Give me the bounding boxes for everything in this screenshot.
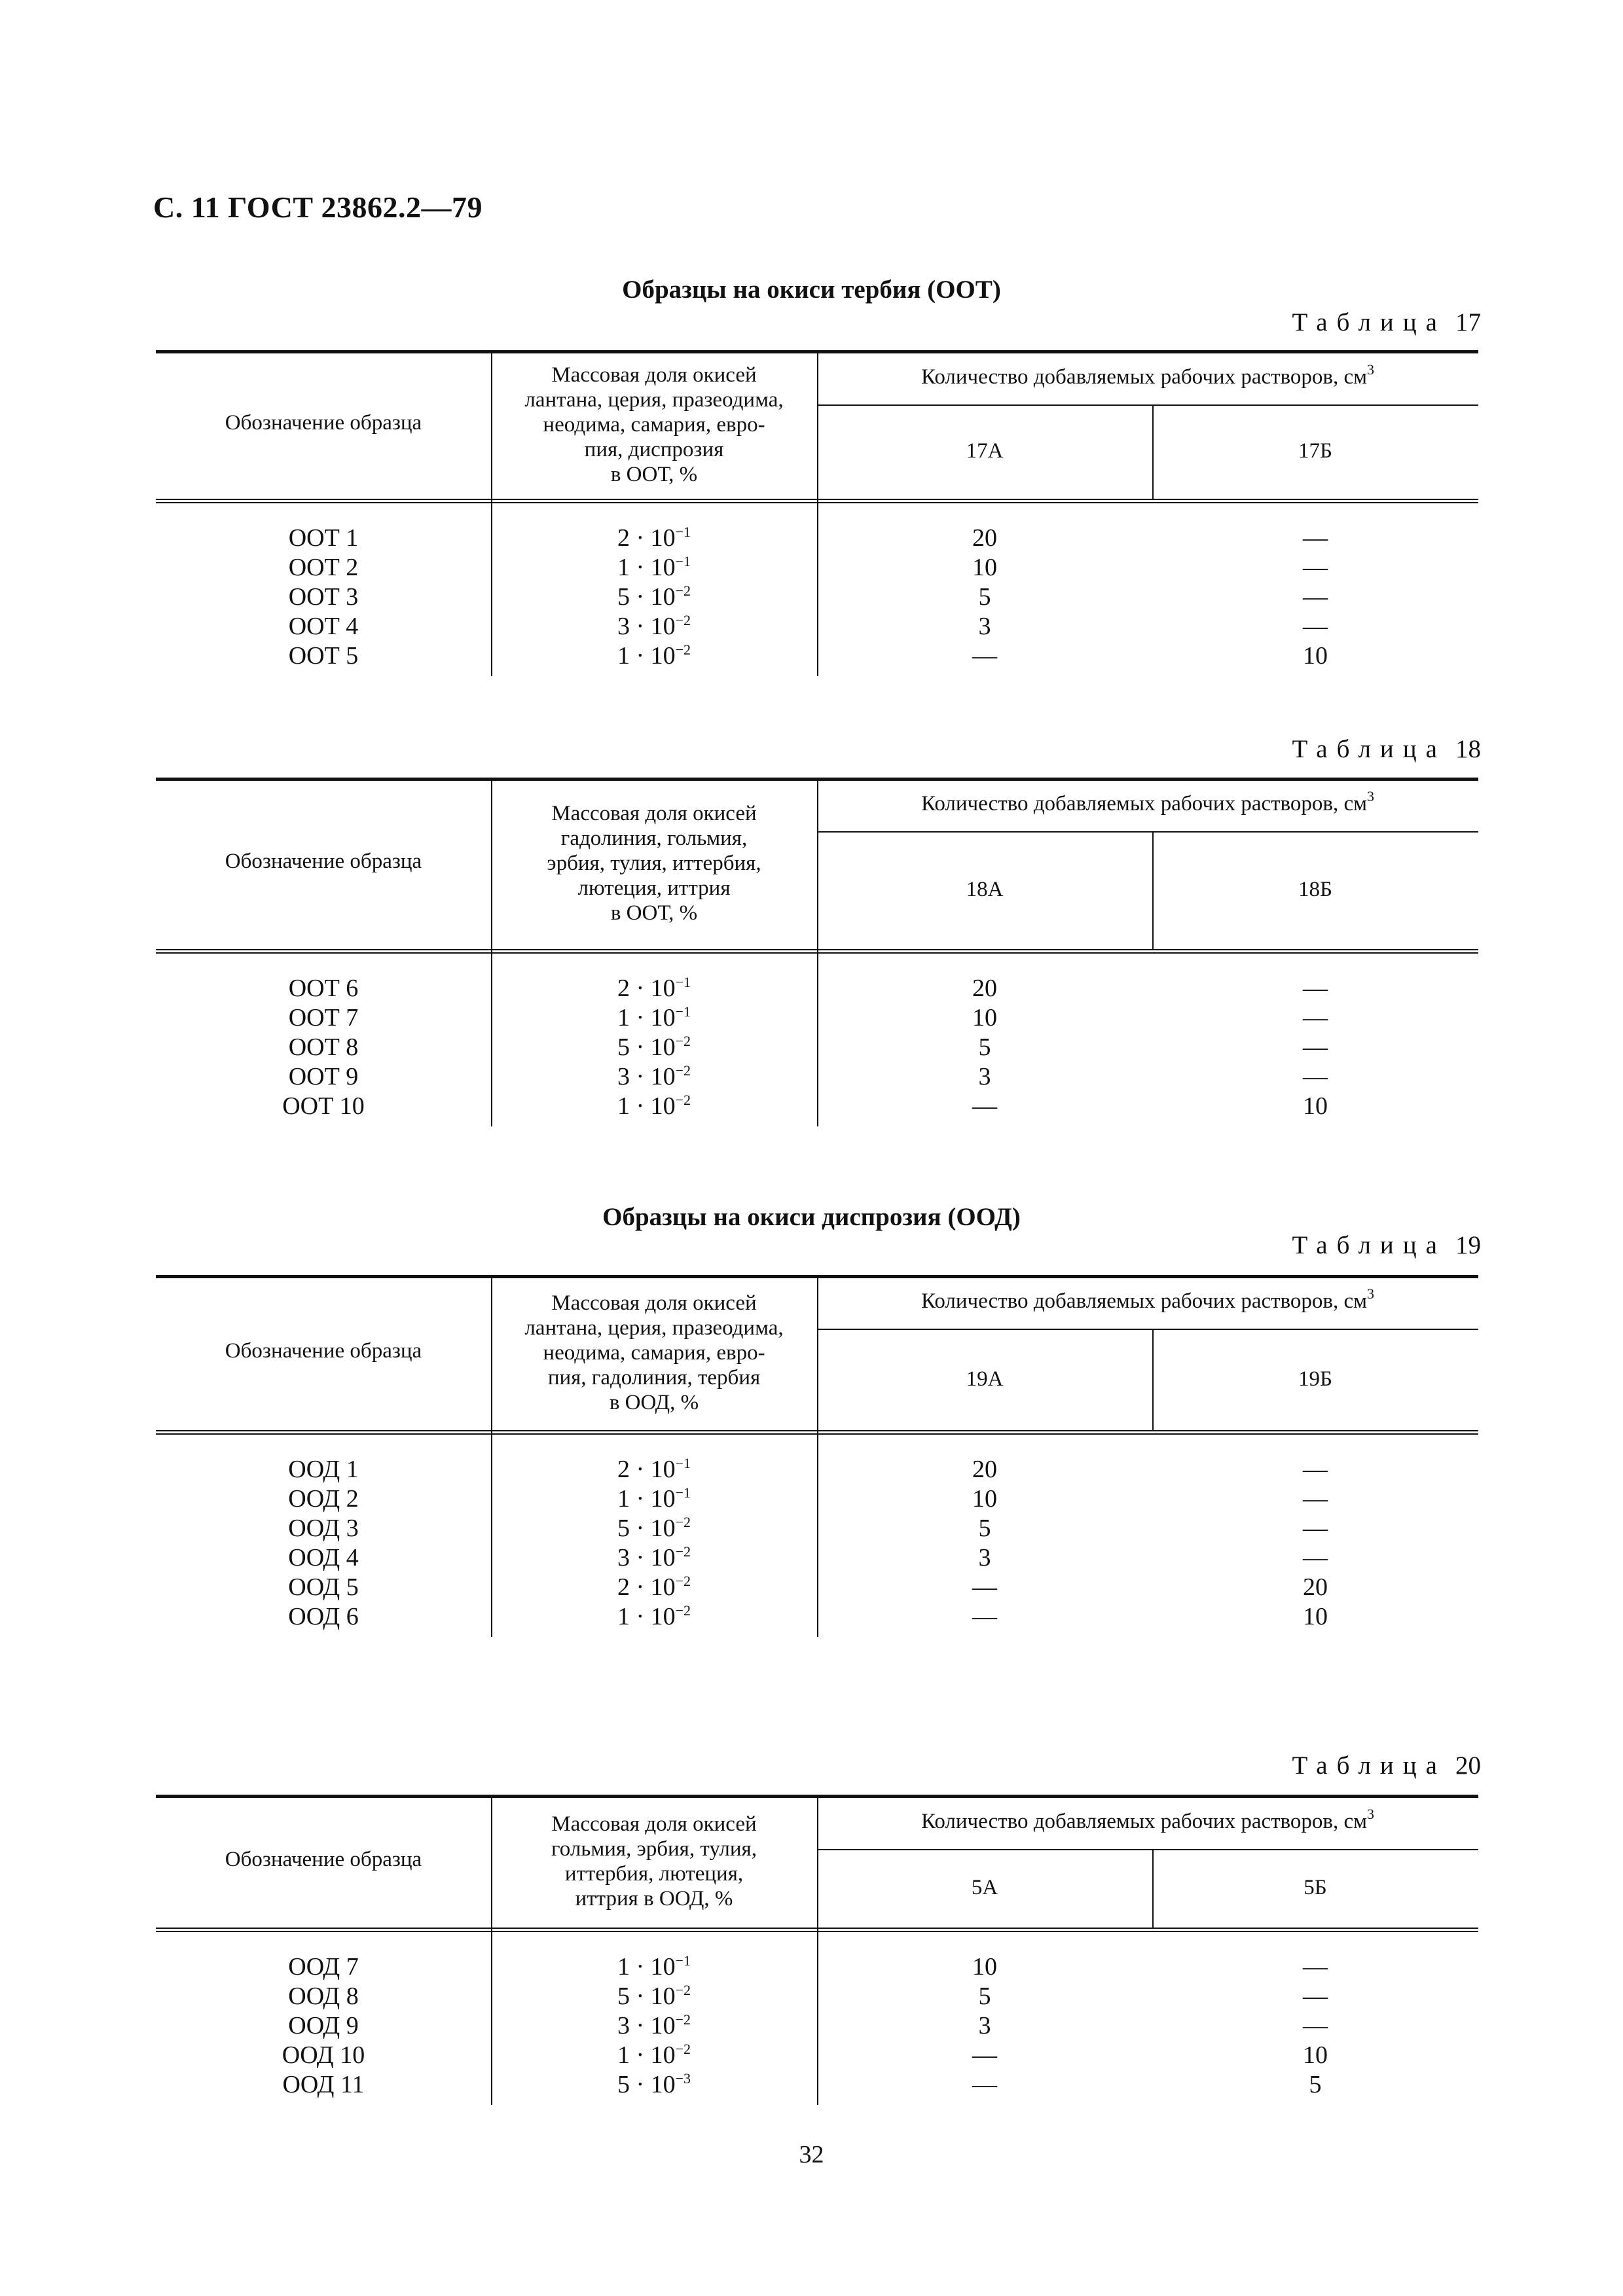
- value-exponent: −2: [675, 1982, 691, 1998]
- table-cell-sample-name: ООТ 4: [288, 613, 359, 640]
- table-cell-solution-a: 3: [978, 1063, 991, 1090]
- value-exponent: −2: [675, 1602, 691, 1619]
- subcolumn-header: 18А: [966, 878, 1004, 901]
- value-exponent: −2: [675, 612, 691, 628]
- group-header-superscript: 3: [1367, 361, 1375, 378]
- table-cell-mass-fraction: [491, 1952, 817, 1982]
- group-header-superscript: 3: [1367, 1805, 1375, 1822]
- table-cell-solution-b: —: [1303, 1456, 1328, 1483]
- value-mantissa: 3 · 10: [617, 1544, 676, 1571]
- table-cell-mass-fraction: [491, 1003, 817, 1033]
- value-mantissa: 5 · 10: [617, 1515, 676, 1542]
- section-title-dysprosium: Образцы на окиси диспрозия (ООД): [602, 1203, 1021, 1231]
- table-cell-sample-name: ООТ 3: [288, 583, 359, 611]
- table-cell-solution-a: 5: [978, 1982, 991, 2010]
- group-header-superscript: 3: [1367, 1285, 1375, 1302]
- column-header-line: в ООТ, %: [610, 462, 698, 486]
- column-header-line: лантана, церия, празеодима,: [524, 387, 784, 412]
- page-number: 32: [799, 2141, 824, 2168]
- column-header-line: пия, гадолиния, тербия: [547, 1365, 761, 1390]
- table-cell-mass-fraction: [491, 1514, 817, 1543]
- table-label-word: Таблица: [1292, 308, 1446, 336]
- subcolumn-header: 18Б: [1298, 878, 1332, 901]
- value-exponent: −2: [675, 641, 691, 658]
- table-cell-solution-b: 10: [1303, 1092, 1328, 1120]
- column-header-line: в ООТ, %: [610, 901, 698, 925]
- table-cell-solution-b: —: [1303, 613, 1328, 640]
- value-exponent: −1: [675, 1484, 691, 1501]
- table-cell-sample-name: ООД 11: [282, 2071, 365, 2098]
- value-mantissa: 2 · 10: [617, 1456, 676, 1483]
- value-exponent: −1: [675, 524, 691, 540]
- table-cell-sample-name: ООТ 5: [288, 642, 359, 670]
- table-cell-mass-fraction: [491, 1455, 817, 1484]
- value-mantissa: 1 · 10: [617, 1092, 676, 1120]
- value-exponent: −2: [675, 1062, 691, 1079]
- column-header-designation: Обозначение образца: [225, 850, 422, 873]
- value-mantissa: 1 · 10: [617, 1485, 676, 1513]
- subcolumn-header: 19А: [966, 1367, 1004, 1391]
- section-title-terbium: Образцы на окиси тербия (ООТ): [622, 276, 1001, 304]
- table-cell-sample-name: ООД 5: [288, 1573, 359, 1601]
- table-cell-sample-name: ООТ 8: [288, 1033, 359, 1061]
- subcolumn-header: 5А: [971, 1876, 998, 1899]
- table-cell-mass-fraction: [491, 2041, 817, 2070]
- table-cell-sample-name: ООТ 9: [288, 1063, 359, 1090]
- table-cell-solution-b: —: [1303, 1515, 1328, 1542]
- table-cell-mass-fraction: [491, 1543, 817, 1573]
- table-cell-solution-a: 10: [972, 1004, 997, 1031]
- table-cell-solution-b: —: [1303, 1544, 1328, 1571]
- table-label-word: Таблица: [1292, 1751, 1446, 1780]
- value-exponent: −1: [675, 1952, 691, 1969]
- table-cell-solution-a: 3: [978, 2012, 991, 2039]
- table-cell-solution-b: 10: [1303, 1603, 1328, 1630]
- table-cell-sample-name: ООТ 6: [288, 975, 359, 1002]
- subcolumn-header: 19Б: [1298, 1367, 1332, 1391]
- table-cell-solution-b: 5: [1309, 2071, 1322, 2098]
- value-exponent: −1: [675, 1003, 691, 1020]
- value-mantissa: 2 · 10: [617, 1573, 676, 1601]
- column-header-mass-fraction: [491, 363, 817, 487]
- table-cell-solution-b: —: [1303, 1063, 1328, 1090]
- table-cell-sample-name: ООД 10: [282, 2041, 365, 2069]
- table-cell-solution-b: 10: [1303, 2041, 1328, 2069]
- table-cell-solution-a: 3: [978, 613, 991, 640]
- value-mantissa: 3 · 10: [617, 2012, 676, 2039]
- table-cell-mass-fraction: [491, 1602, 817, 1632]
- group-header-rule: [817, 1329, 1478, 1330]
- table-cell-solution-a: —: [972, 1092, 997, 1120]
- value-mantissa: 1 · 10: [617, 1953, 676, 1981]
- table-cell-mass-fraction: [491, 1033, 817, 1062]
- table-cell-solution-b: —: [1303, 1033, 1328, 1061]
- column-header-line: гольмия, эрбия, тулия,: [551, 1837, 757, 1861]
- value-exponent: −2: [675, 2041, 691, 2057]
- table-cell-sample-name: ООТ 7: [288, 1004, 359, 1031]
- table-cell-solution-b: —: [1303, 1982, 1328, 2010]
- value-mantissa: 2 · 10: [617, 975, 676, 1002]
- table-cell-mass-fraction: [491, 2070, 817, 2100]
- table-cell-mass-fraction: [491, 2011, 817, 2041]
- table-cell-solution-b: —: [1303, 1004, 1328, 1031]
- value-exponent: −1: [675, 1455, 691, 1471]
- table-cell-solution-b: 20: [1303, 1573, 1328, 1601]
- value-exponent: −3: [675, 2070, 691, 2087]
- table-cell-mass-fraction: [491, 1573, 817, 1602]
- column-header-line: лютеция, иттрия: [577, 876, 731, 900]
- group-header-rule: [817, 404, 1478, 406]
- value-mantissa: 1 · 10: [617, 642, 676, 670]
- group-header-volume: [817, 788, 1478, 816]
- table-label-number: 19: [1455, 1231, 1481, 1259]
- value-mantissa: 1 · 10: [617, 2041, 676, 2069]
- table-cell-solution-a: 20: [972, 524, 997, 552]
- table-cell-mass-fraction: [491, 524, 817, 553]
- table-cell-sample-name: ООД 4: [288, 1544, 359, 1571]
- value-mantissa: 3 · 10: [617, 613, 676, 640]
- value-mantissa: 5 · 10: [617, 1982, 676, 2010]
- column-header-line: Массовая доля окисей: [551, 363, 757, 387]
- table-cell-solution-b: 10: [1303, 642, 1328, 670]
- column-header-line: иттербия, лютеция,: [564, 1861, 744, 1886]
- table-label-word: Таблица: [1292, 735, 1446, 763]
- table-cell-solution-b: —: [1303, 583, 1328, 611]
- value-mantissa: 1 · 10: [617, 1603, 676, 1630]
- value-exponent: −2: [675, 1092, 691, 1108]
- value-mantissa: 5 · 10: [617, 583, 676, 611]
- table-cell-solution-a: 5: [978, 1515, 991, 1542]
- table-cell-sample-name: ООД 2: [288, 1485, 359, 1513]
- table-cell-mass-fraction: [491, 974, 817, 1003]
- group-header-text: Количество добавляемых рабочих растворов, см: [921, 365, 1368, 389]
- column-header-designation: Обозначение образца: [225, 1338, 422, 1363]
- table-cell-sample-name: ООД 3: [288, 1515, 359, 1542]
- value-mantissa: 1 · 10: [617, 1004, 676, 1031]
- table-label-number: 18: [1455, 735, 1481, 763]
- table-cell-solution-b: —: [1303, 1953, 1328, 1981]
- group-header-text: Количество добавляемых рабочих растворов, см: [921, 1289, 1368, 1313]
- value-mantissa: 5 · 10: [617, 1033, 676, 1061]
- table-cell-sample-name: ООД 1: [288, 1456, 359, 1483]
- table-cell-solution-a: 20: [972, 975, 997, 1002]
- value-exponent: −2: [675, 583, 691, 599]
- column-header-line: пия, диспрозия: [584, 437, 724, 461]
- column-header-line: Массовая доля окисей: [551, 1812, 757, 1836]
- value-exponent: −2: [675, 2011, 691, 2028]
- table-cell-mass-fraction: [491, 1092, 817, 1121]
- table-cell-solution-a: 20: [972, 1456, 997, 1483]
- group-header-volume: [817, 1285, 1478, 1314]
- column-header-line: гадолиния, гольмия,: [560, 827, 748, 850]
- group-header-volume: [817, 1805, 1478, 1834]
- table-cell-mass-fraction: [491, 612, 817, 641]
- column-header-line: Массовая доля окисей: [551, 1291, 757, 1315]
- table-cell-sample-name: ООД 7: [288, 1953, 359, 1981]
- group-header-rule: [817, 831, 1478, 833]
- column-header-mass-fraction: [491, 1812, 817, 1911]
- table-label: [1292, 1230, 1481, 1260]
- table-cell-solution-a: 10: [972, 554, 997, 581]
- table-cell-sample-name: ООТ 2: [288, 554, 359, 581]
- table-label-number: 20: [1455, 1751, 1481, 1780]
- value-exponent: −2: [675, 1033, 691, 1049]
- value-exponent: −2: [675, 1573, 691, 1589]
- table-cell-mass-fraction: [491, 1982, 817, 2011]
- column-header-line: Массовая доля окисей: [551, 802, 757, 825]
- column-header-line: эрбия, тулия, иттербия,: [547, 852, 761, 875]
- table-label-number: 17: [1455, 308, 1481, 336]
- value-mantissa: 5 · 10: [617, 2071, 676, 2098]
- column-header-line: неодима, самария, евро-: [543, 1340, 765, 1365]
- subcolumn-header: 5Б: [1304, 1876, 1327, 1899]
- subcolumn-header: 17Б: [1298, 439, 1332, 463]
- value-exponent: −1: [675, 553, 691, 569]
- table-cell-sample-name: ООД 6: [288, 1603, 359, 1630]
- table-cell-solution-b: —: [1303, 524, 1328, 552]
- table-label: [1292, 1751, 1481, 1780]
- table-cell-mass-fraction: [491, 553, 817, 583]
- table-cell-solution-a: 10: [972, 1953, 997, 1981]
- table-cell-solution-a: —: [972, 642, 997, 670]
- table-cell-solution-b: —: [1303, 554, 1328, 581]
- table-cell-sample-name: ООД 9: [288, 2012, 359, 2039]
- table-cell-solution-b: —: [1303, 1485, 1328, 1513]
- value-exponent: −2: [675, 1543, 691, 1560]
- column-header-line: в ООД, %: [609, 1390, 699, 1414]
- column-header-line: неодима, самария, евро-: [543, 412, 765, 437]
- table-cell-solution-a: 5: [978, 583, 991, 611]
- table-cell-solution-b: —: [1303, 2012, 1328, 2039]
- table-cell-mass-fraction: [491, 1062, 817, 1092]
- column-header-mass-fraction: [491, 1291, 817, 1415]
- group-header-volume: [817, 361, 1478, 389]
- page-header: С. 11 ГОСТ 23862.2—79: [153, 190, 483, 224]
- table-cell-solution-a: —: [972, 1573, 997, 1601]
- group-header-rule: [817, 1849, 1478, 1850]
- table-label-word: Таблица: [1292, 1231, 1446, 1259]
- value-mantissa: 3 · 10: [617, 1063, 676, 1090]
- table-cell-mass-fraction: [491, 1484, 817, 1514]
- table-cell-solution-a: —: [972, 1603, 997, 1630]
- table-cell-mass-fraction: [491, 583, 817, 612]
- table-cell-mass-fraction: [491, 641, 817, 671]
- column-header-line: лантана, церия, празеодима,: [524, 1316, 784, 1340]
- value-mantissa: 1 · 10: [617, 554, 676, 581]
- column-header-designation: Обозначение образца: [225, 410, 422, 435]
- subcolumn-header: 17А: [966, 439, 1004, 463]
- group-header-superscript: 3: [1367, 788, 1375, 804]
- group-header-text: Количество добавляемых рабочих растворов, см: [921, 792, 1368, 816]
- table-cell-solution-a: 3: [978, 1544, 991, 1571]
- table-label: [1292, 308, 1481, 337]
- table-cell-solution-a: 5: [978, 1033, 991, 1061]
- column-header-mass-fraction: [491, 801, 817, 925]
- table-cell-solution-b: —: [1303, 975, 1328, 1002]
- table-cell-sample-name: ООД 8: [288, 1982, 359, 2010]
- value-exponent: −1: [675, 974, 691, 990]
- table-cell-solution-a: —: [972, 2071, 997, 2098]
- value-mantissa: 2 · 10: [617, 524, 676, 552]
- table-cell-sample-name: ООТ 10: [282, 1092, 365, 1120]
- group-header-text: Количество добавляемых рабочих растворов, см: [921, 1809, 1368, 1833]
- value-exponent: −2: [675, 1514, 691, 1530]
- column-header-line: иттрия в ООД, %: [575, 1886, 733, 1910]
- table-cell-sample-name: ООТ 1: [288, 524, 359, 552]
- table-label: [1292, 734, 1481, 764]
- column-header-designation: Обозначение образца: [225, 1847, 422, 1871]
- table-cell-solution-a: 10: [972, 1485, 997, 1513]
- table-cell-solution-a: —: [972, 2041, 997, 2069]
